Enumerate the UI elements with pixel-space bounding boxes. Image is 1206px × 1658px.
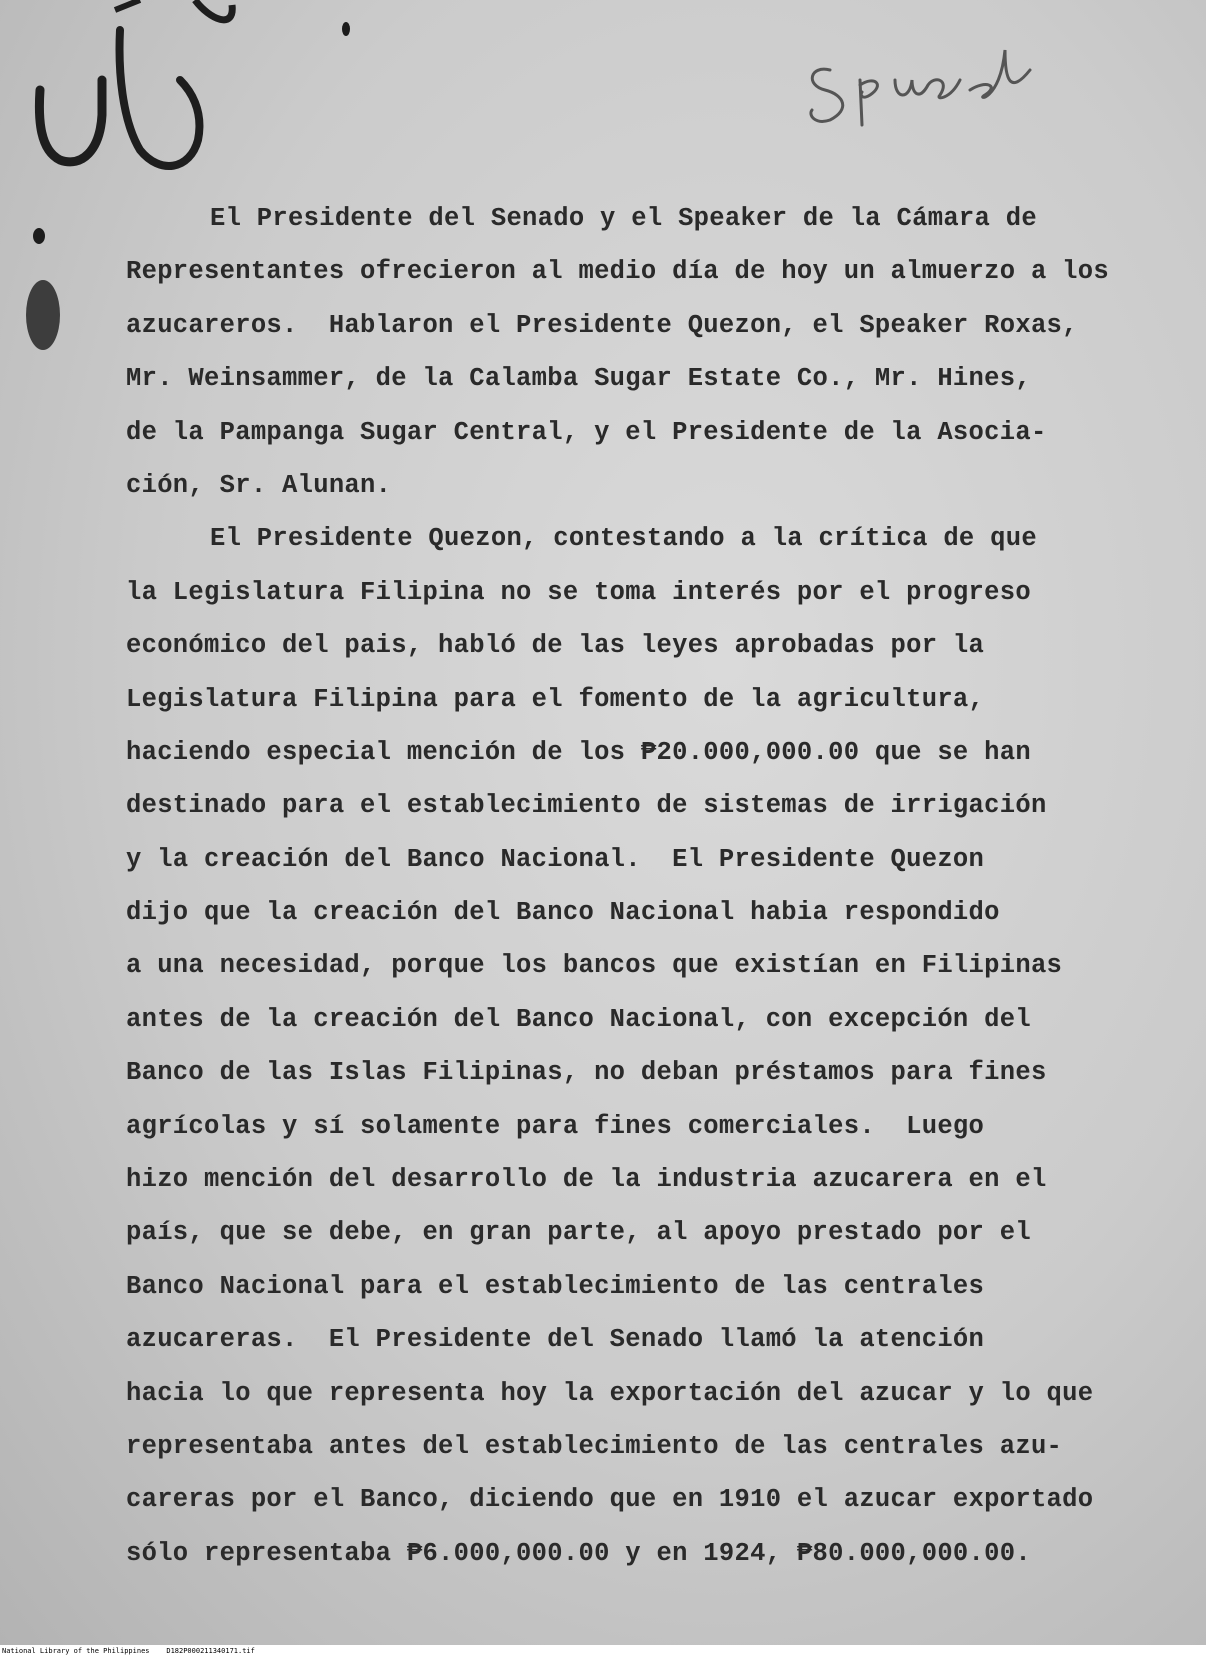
text-line: dijo que la creación del Banco Nacional habia respondido	[126, 898, 1000, 928]
text-line: ción, Sr. Alunan.	[126, 470, 392, 500]
text-line: hizo mención del desarrollo de la industria azucarera en el	[126, 1165, 1047, 1195]
text-line: y la creación del Banco Nacional. El Presidente Quezon	[126, 844, 985, 874]
punch-hole-mark	[26, 280, 60, 350]
text-line: azucareras. El Presidente del Senado llamó la atención	[126, 1325, 985, 1355]
scan-footer: National Library of the Philippines D182P000211340171.tif	[0, 1645, 1206, 1658]
text-line: hacia lo que representa hoy la exportación del azucar y lo que	[126, 1378, 1094, 1408]
text-line: la Legislatura Filipina no se toma interés por el progreso	[126, 577, 1031, 607]
typed-text	[126, 192, 1156, 1580]
text-line: azucareros. Hablaron el Presidente Quezon, el Speaker Roxas,	[126, 310, 1078, 340]
text-line: Representantes ofrecieron al medio día de hoy un almuerzo a los	[126, 257, 1109, 287]
text-line: representaba antes del establecimiento de las centrales azu-	[126, 1431, 1063, 1461]
text-line: a una necesidad, porque los bancos que existían en Filipinas	[126, 951, 1063, 981]
punch-hole-mark	[33, 228, 45, 244]
text-line: Banco de las Islas Filipinas, no deban préstamos para fines	[126, 1058, 1047, 1088]
handwritten-signature	[800, 40, 1040, 130]
text-line: Mr. Weinsammer, de la Calamba Sugar Estate Co., Mr. Hines,	[126, 364, 1031, 394]
text-line: país, que se debe, en gran parte, al apoyo prestado por el	[126, 1218, 1031, 1248]
text-line: antes de la creación del Banco Nacional, con excepción del	[126, 1004, 1031, 1034]
handwritten-mark-top-left	[20, 0, 240, 190]
text-line: sólo representaba ₱6.000,000.00 y en 1924, ₱80.000,000.00.	[126, 1538, 1031, 1568]
text-line: Legislatura Filipina para el fomento de la agricultura,	[126, 684, 985, 714]
ink-dot	[342, 22, 350, 36]
text-line: El Presidente del Senado y el Speaker de la Cámara de	[210, 204, 1037, 233]
text-line: agrícolas y sí solamente para fines comerciales. Luego	[126, 1111, 985, 1141]
text-line: haciendo especial mención de los ₱20.000,000.00 que se han	[126, 737, 1031, 767]
text-line: careras por el Banco, diciendo que en 1910 el azucar exportado	[126, 1485, 1094, 1515]
text-line: de la Pampanga Sugar Central, y el Presidente de la Asocia-	[126, 417, 1047, 447]
text-line: económico del pais, habló de las leyes aprobadas por la	[126, 631, 985, 661]
text-line: destinado para el establecimiento de sistemas de irrigación	[126, 791, 1047, 821]
text-line: Banco Nacional para el establecimiento de las centrales	[126, 1271, 985, 1301]
text-line: El Presidente Quezon, contestando a la crítica de que	[210, 524, 1037, 554]
